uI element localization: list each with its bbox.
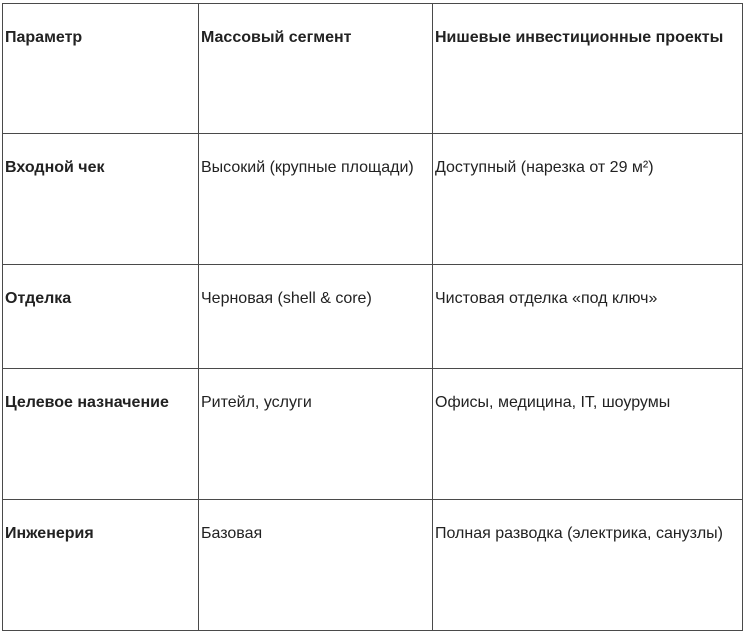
table-row [3, 369, 743, 500]
table-header-row [3, 4, 743, 134]
comparison-table [2, 3, 743, 631]
row-niche-cell: Доступный (нарезка от 29 м²) [433, 134, 743, 265]
row-parameter-cell: Входной чек [3, 134, 199, 265]
row-mass-cell: Базовая [199, 500, 433, 631]
header-parameter: Параметр [3, 4, 199, 134]
row-mass-cell: Высокий (крупные площади) [199, 134, 433, 265]
comparison-table-container [2, 3, 742, 631]
row-niche-cell: Чистовая отделка «под ключ» [433, 265, 743, 369]
row-mass-cell: Ритейл, услуги [199, 369, 433, 500]
header-mass-segment: Массовый сегмент [199, 4, 433, 134]
row-parameter-cell: Целевое назначение [3, 369, 199, 500]
row-parameter-cell: Отделка [3, 265, 199, 369]
table-row [3, 134, 743, 265]
row-niche-cell: Офисы, медицина, IT, шоурумы [433, 369, 743, 500]
row-parameter-cell: Инженерия [3, 500, 199, 631]
table-row [3, 265, 743, 369]
table-row [3, 500, 743, 631]
row-mass-cell: Черновая (shell & core) [199, 265, 433, 369]
header-niche-projects: Нишевые инвестиционные проекты [433, 4, 743, 134]
row-niche-cell: Полная разводка (электрика, санузлы) [433, 500, 743, 631]
